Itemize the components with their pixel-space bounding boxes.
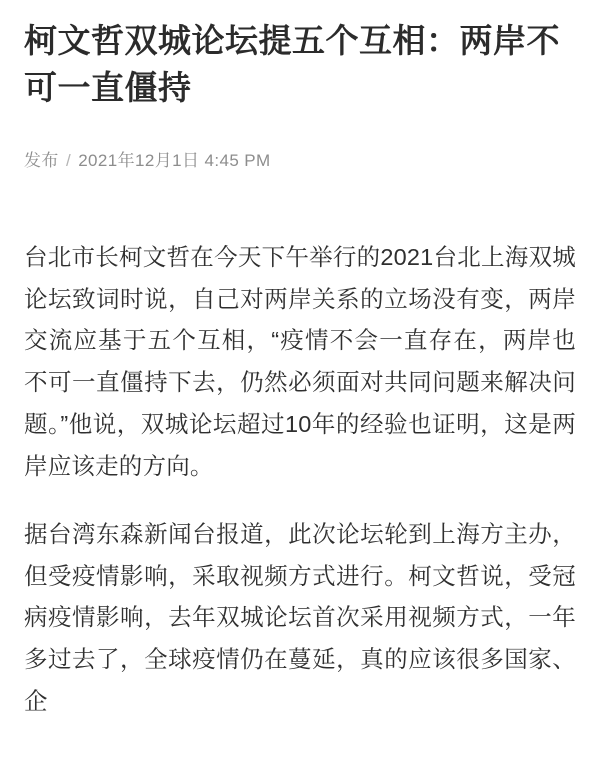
publish-label: 发布 (24, 150, 59, 170)
page-title: 柯文哲双城论坛提五个互相：两岸不可一直僵持 (24, 22, 560, 106)
article-body (24, 237, 576, 723)
publish-date: 2021年12月1日 4:45 PM (78, 150, 271, 170)
meta-separator: / (65, 150, 72, 170)
article-paragraph: 据台湾东森新闻台报道，此次论坛轮到上海方主办，但受疫情影响，采取视频方式进行。柯文哲说，受冠病疫情影响，去年双城论坛首次采用视频方式，一年多过去了，全球疫情仍在蔓延，真的应该很多国家、企 (24, 520, 576, 714)
article-meta (24, 146, 576, 171)
article-paragraph: 台北市长柯文哲在今天下午举行的2021台北上海双城论坛致词时说，自己对两岸关系的立场没有变，两岸交流应基于五个互相，“疫情不会一直存在，两岸也不可一直僵持下去，仍然必须面对共同问题来解决问题。”他说，双城论坛超过10年的经验也证明，这是两岸应该走的方向。 (24, 243, 576, 479)
